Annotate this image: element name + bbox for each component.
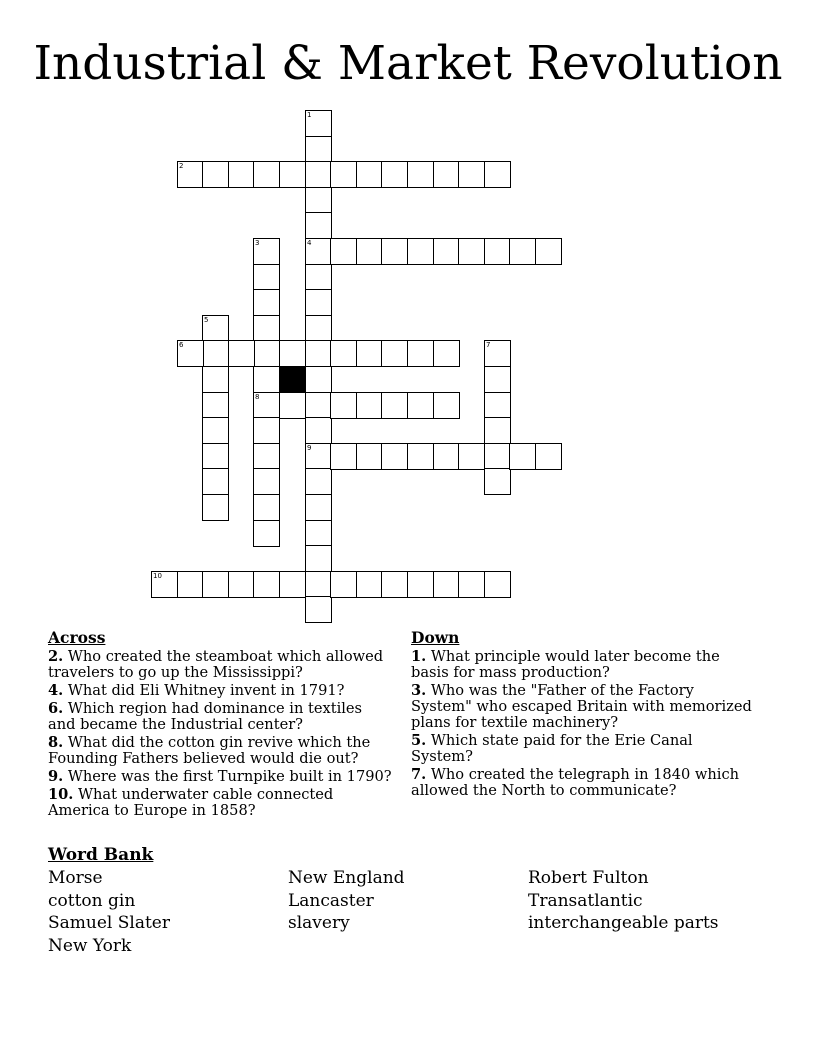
grid-cell xyxy=(253,417,280,444)
word-bank-item: New York xyxy=(48,935,132,956)
grid-cell xyxy=(458,161,485,188)
grid-cell xyxy=(330,392,357,419)
clue-number: 1. xyxy=(411,648,427,665)
grid-cell xyxy=(151,571,178,598)
grid-cell xyxy=(305,545,332,572)
grid-cell xyxy=(177,571,204,598)
grid-cell xyxy=(253,161,280,188)
word-bank xyxy=(48,867,768,957)
grid-cell xyxy=(305,494,332,521)
grid-cell xyxy=(279,392,306,419)
clue-number: 5. xyxy=(411,732,427,749)
word-bank-item: Samuel Slater xyxy=(48,913,170,933)
clue-text: What did Eli Whitney invent in 1791? xyxy=(67,682,345,699)
black-square xyxy=(279,366,306,393)
clue-text: What underwater cable connected America to Europe in 1858? xyxy=(48,786,334,819)
clue-text: Which state paid for the Erie Canal System? xyxy=(411,732,693,765)
clue-number: 10. xyxy=(48,786,74,803)
clue-text: What did the cotton gin revive which the Founding Fathers believed would die out? xyxy=(48,734,371,767)
grid-cell xyxy=(330,161,357,188)
grid-cell xyxy=(305,468,332,495)
grid-cell xyxy=(433,443,460,470)
word-bank-item: slavery xyxy=(288,913,350,933)
word-bank-item: New England xyxy=(288,868,405,888)
clue-across-8 xyxy=(48,735,393,767)
clue-across-4 xyxy=(48,683,393,699)
grid-cell xyxy=(305,264,332,291)
grid-cell xyxy=(356,443,383,470)
grid-cell xyxy=(407,340,434,367)
grid-cell xyxy=(279,161,306,188)
grid-cell xyxy=(509,238,536,265)
grid-cell xyxy=(356,238,383,265)
grid-cell xyxy=(356,340,383,367)
grid-cell xyxy=(433,161,460,188)
word-bank-item: cotton gin xyxy=(48,890,136,911)
grid-cell xyxy=(202,571,229,598)
grid-cell xyxy=(253,392,280,419)
clue-number-label: 8 xyxy=(255,393,260,401)
clue-number-label: 7 xyxy=(486,341,491,349)
clue-text: Which region had dominance in textiles and became the Industrial center? xyxy=(48,700,363,733)
grid-cell xyxy=(305,392,332,419)
grid-cell xyxy=(484,468,511,495)
clue-across-6 xyxy=(48,701,393,733)
grid-cell xyxy=(305,340,332,367)
grid-cell xyxy=(381,571,408,598)
grid-cell xyxy=(305,212,332,239)
grid-cell xyxy=(484,161,511,188)
grid-cell xyxy=(253,366,280,393)
grid-cell xyxy=(381,443,408,470)
grid-cell xyxy=(433,571,460,598)
clue-down-7 xyxy=(411,767,756,799)
grid-cell xyxy=(305,238,332,265)
grid-cell xyxy=(484,366,511,393)
clue-number-label: 6 xyxy=(179,341,184,349)
grid-cell xyxy=(228,571,255,598)
grid-cell xyxy=(305,366,332,393)
grid-cell xyxy=(484,443,511,470)
grid-cell xyxy=(330,238,357,265)
grid-cell xyxy=(356,161,383,188)
grid-cell xyxy=(433,340,460,367)
clue-text: What principle would later become the basis for mass production? xyxy=(411,648,720,681)
grid-cell xyxy=(202,315,229,342)
page-title: Industrial & Market Revolution xyxy=(33,36,783,91)
grid-cell xyxy=(381,161,408,188)
clue-across-2 xyxy=(48,649,393,681)
clue-number: 6. xyxy=(48,700,64,717)
grid-cell xyxy=(305,443,332,470)
clue-number: 2. xyxy=(48,648,64,665)
grid-cell xyxy=(535,238,562,265)
grid-cell xyxy=(228,340,255,367)
grid-cell xyxy=(458,443,485,470)
grid-cell xyxy=(253,494,280,521)
clue-text: Who created the telegraph in 1840 which allowed the North to communicate? xyxy=(411,766,740,799)
grid-cell xyxy=(253,238,280,265)
clue-number-label: 2 xyxy=(179,162,184,170)
grid-cell xyxy=(202,417,229,444)
across-clues xyxy=(48,629,393,821)
clue-number: 7. xyxy=(411,766,427,783)
grid-cell xyxy=(253,315,280,342)
grid-cell xyxy=(279,571,306,598)
grid-cell xyxy=(202,468,229,495)
word-bank-item: Lancaster xyxy=(288,890,374,911)
clue-number-label: 3 xyxy=(255,239,260,247)
grid-cell xyxy=(356,392,383,419)
grid-cell xyxy=(305,136,332,163)
grid-cell xyxy=(253,443,280,470)
grid-cell xyxy=(202,392,229,419)
word-bank-heading: Word Bank xyxy=(48,845,154,865)
clue-text: Where was the first Turnpike built in 1790? xyxy=(67,768,392,785)
grid-cell xyxy=(305,161,332,188)
grid-cell xyxy=(202,366,229,393)
grid-cell xyxy=(381,238,408,265)
grid-cell xyxy=(177,340,204,367)
clue-number-label: 4 xyxy=(307,239,312,247)
grid-cell xyxy=(330,571,357,598)
clue-number-label: 9 xyxy=(307,444,312,452)
grid-cell xyxy=(407,571,434,598)
grid-cell xyxy=(253,289,280,316)
grid-cell xyxy=(484,392,511,419)
grid-cell xyxy=(407,161,434,188)
grid-cell xyxy=(458,571,485,598)
grid-cell xyxy=(253,468,280,495)
clue-number: 9. xyxy=(48,768,64,785)
down-heading: Down xyxy=(411,628,460,647)
word-bank-item: Robert Fulton xyxy=(528,868,649,888)
clue-down-3 xyxy=(411,683,756,731)
grid-cell xyxy=(202,443,229,470)
grid-cell xyxy=(177,161,204,188)
grid-cell xyxy=(433,392,460,419)
grid-cell xyxy=(202,340,229,367)
grid-cell xyxy=(305,417,332,444)
grid-cell xyxy=(305,110,332,137)
grid-cell xyxy=(253,520,280,547)
grid-cell xyxy=(484,238,511,265)
clue-number-label: 5 xyxy=(204,316,209,324)
word-bank-item: interchangeable parts xyxy=(528,913,719,933)
grid-cell xyxy=(305,520,332,547)
clue-number: 4. xyxy=(48,682,64,699)
clue-number: 8. xyxy=(48,734,64,751)
across-heading: Across xyxy=(48,628,106,647)
grid-cell xyxy=(407,392,434,419)
grid-cell xyxy=(535,443,562,470)
grid-cell xyxy=(407,443,434,470)
grid-cell xyxy=(407,238,434,265)
word-bank-item: Transatlantic xyxy=(528,890,643,911)
word-bank-item: Morse xyxy=(48,868,103,888)
grid-cell xyxy=(484,417,511,444)
clue-down-1 xyxy=(411,649,756,681)
grid-cell xyxy=(253,264,280,291)
clue-number: 3. xyxy=(411,682,427,699)
grid-cell xyxy=(279,340,306,367)
clue-across-10 xyxy=(48,787,393,819)
grid-cell xyxy=(381,340,408,367)
grid-cell xyxy=(356,571,383,598)
clue-number-label: 10 xyxy=(153,572,162,580)
grid-cell xyxy=(484,571,511,598)
grid-cell xyxy=(305,571,332,598)
grid-cell xyxy=(484,340,511,367)
grid-cell xyxy=(305,289,332,316)
grid-cell xyxy=(458,238,485,265)
clue-text: Who was the "Father of the Factory System" who escaped Britain with memorized plans for textile machinery? xyxy=(411,682,752,731)
clue-number-label: 1 xyxy=(307,111,312,119)
grid-cell xyxy=(228,161,255,188)
grid-cell xyxy=(253,571,280,598)
grid-cell xyxy=(433,238,460,265)
grid-cell xyxy=(305,187,332,214)
grid-cell xyxy=(202,161,229,188)
clue-down-5 xyxy=(411,733,756,765)
down-clues xyxy=(411,629,756,801)
grid-cell xyxy=(381,392,408,419)
grid-cell xyxy=(330,443,357,470)
clue-across-9 xyxy=(48,769,393,785)
grid-cell xyxy=(330,340,357,367)
grid-cell xyxy=(253,340,280,367)
clue-text: Who created the steamboat which allowed travelers to go up the Mississippi? xyxy=(48,648,384,681)
grid-cell xyxy=(305,596,332,623)
grid-cell xyxy=(509,443,536,470)
grid-cell xyxy=(202,494,229,521)
grid-cell xyxy=(305,315,332,342)
